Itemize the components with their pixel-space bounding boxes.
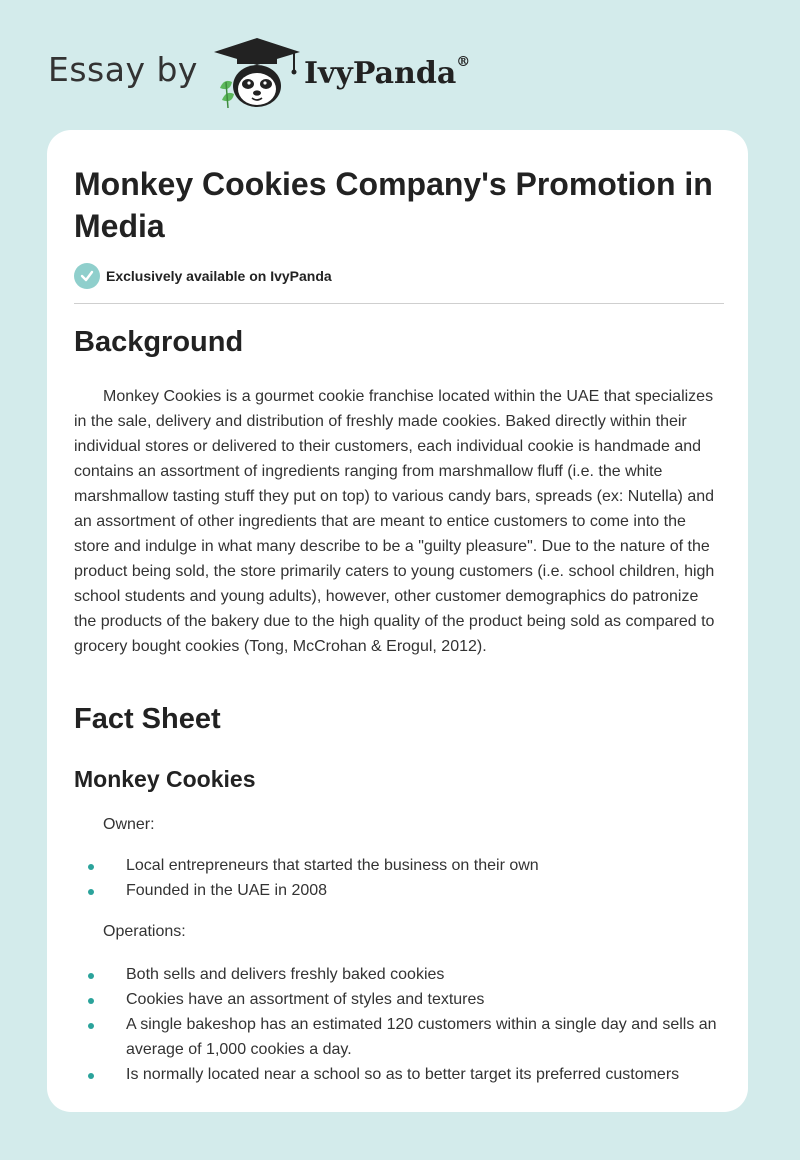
page-title: Monkey Cookies Company's Promotion in Media bbox=[74, 166, 713, 244]
monkey-cookies-subheading: Monkey Cookies bbox=[74, 766, 256, 792]
exclusive-badge bbox=[74, 263, 332, 289]
list-item: Both sells and delivers freshly baked cookies bbox=[74, 962, 724, 987]
exclusive-text: Exclusively available on IvyPanda bbox=[106, 268, 332, 284]
bullet-icon bbox=[88, 998, 94, 1004]
background-paragraph: Monkey Cookies is a gourmet cookie franchise located within the UAE that specializes in the sale, delivery and distribution of freshly made cookies. Baked directly within their individual stores or delivered to their customers, each individual cookie is handmade and contains an assortment of ingredients ranging from marshmallow fluff (i.e. the white marshmallow tasting stuff they put on top) to various candy bars, spreads (ex: Nutella) and an assortment of other ingredients that are meant to entice customers to come into the store and indulge in what many describe to be a "guilty pleasure". Due to the nature of the product being sold, the store primarily caters to young customers (i.e. school children, high school students and young adults), however, other customer demographics do patronize the products of the bakery due to the high quality of the product being sold as compared to grocery bought cookies (Tong, McCrohan & Erogul, 2012). bbox=[74, 388, 715, 655]
bullet-icon bbox=[88, 1023, 94, 1029]
background-heading: Background bbox=[74, 326, 244, 358]
list-item: Is normally located near a school so as to better target its preferred customers bbox=[74, 1062, 724, 1087]
list-item: Cookies have an assortment of styles and textures bbox=[74, 987, 724, 1012]
check-icon bbox=[74, 263, 100, 289]
operations-label: Operations: bbox=[103, 923, 186, 940]
panda-graduate-logo-icon[interactable] bbox=[212, 34, 302, 110]
bullet-icon bbox=[88, 1073, 94, 1079]
owner-list bbox=[74, 853, 724, 903]
list-item: Founded in the UAE in 2008 bbox=[74, 878, 724, 903]
site-header bbox=[48, 34, 470, 110]
list-item: Local entrepreneurs that started the business on their own bbox=[74, 853, 724, 878]
list-item: A single bakeshop has an estimated 120 customers within a single day and sells an average of 1,000 cookies a day. bbox=[74, 1012, 724, 1062]
owner-label: Owner: bbox=[103, 816, 155, 833]
registered-mark: ® bbox=[456, 53, 471, 70]
fact-sheet-heading: Fact Sheet bbox=[74, 703, 221, 735]
essay-by-label: Essay by bbox=[48, 49, 198, 89]
essay-card bbox=[47, 130, 748, 1112]
brand-name[interactable]: IvyPanda® bbox=[303, 53, 471, 91]
bullet-icon bbox=[88, 864, 94, 870]
operations-list bbox=[74, 962, 724, 1087]
bullet-icon bbox=[88, 889, 94, 895]
divider bbox=[74, 303, 724, 304]
bullet-icon bbox=[88, 973, 94, 979]
